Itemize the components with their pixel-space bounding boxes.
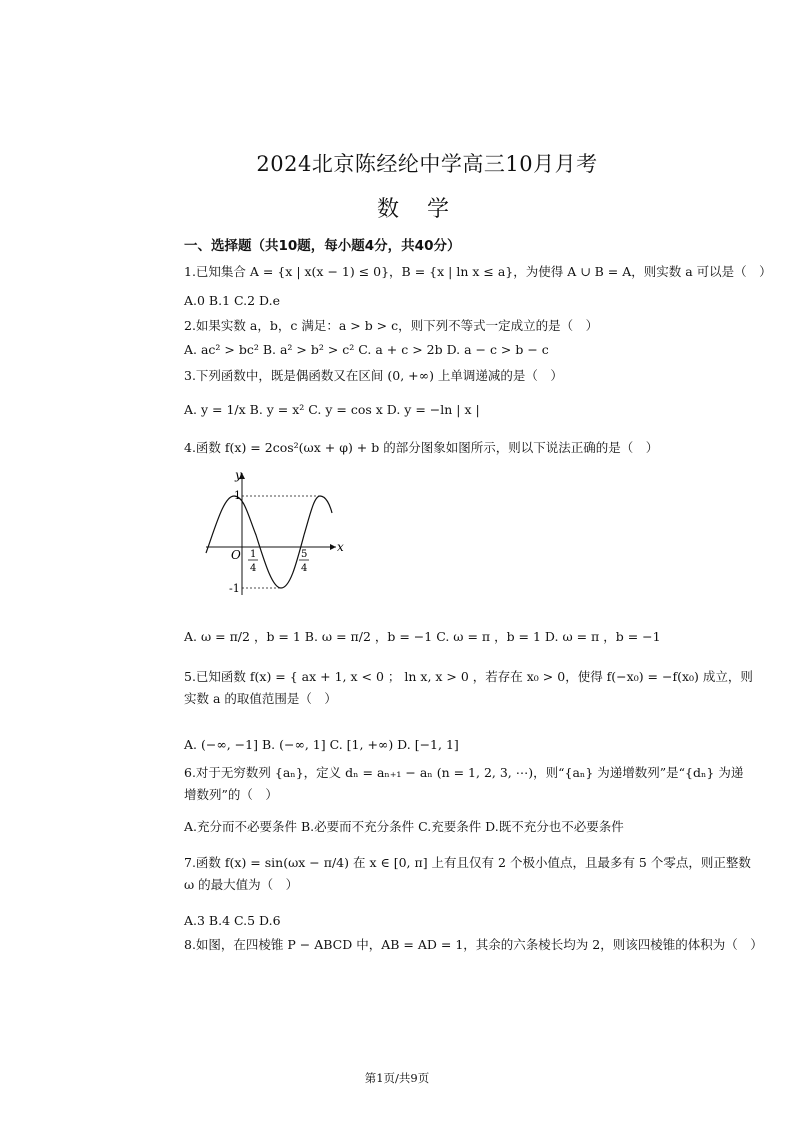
question-1-options: A.0 B.1 C.2 D.e [184, 293, 280, 308]
question-3-options: A. y = 1/x B. y = x² C. y = cos x D. y = −ln | x | [184, 402, 480, 417]
question-6-options: A.充分而不必要条件 B.必要而不充分条件 C.充要条件 D.既不充分也不必要条件 [184, 819, 624, 834]
question-4: 4.函数 f(x) = 2cos²(ωx + φ) + b 的部分图象如图所示，则以下说法正确的是（ ） [184, 440, 659, 455]
question-7-options: A.3 B.4 C.5 D.6 [184, 913, 281, 928]
question-6: 6.对于无穷数列 {aₙ}，定义 dₙ = aₙ₊₁ − aₙ (n = 1, 2, 3, ⋯)，则“{aₙ} 为递增数列”是“{dₙ} 为递增数列”的（ ） [184, 765, 744, 802]
question-1: 1.已知集合 A = {x | x(x − 1) ≤ 0}，B = {x | ln x ≤ a}，为使得 A ∪ B = A，则实数 a 可以是（ ） [184, 264, 772, 279]
question-3: 3.下列函数中，既是偶函数又在区间 (0, +∞) 上单调递减的是（ ） [184, 368, 563, 383]
function-graph [186, 465, 346, 605]
cosine-curve [206, 496, 332, 588]
x1-numerator: 1 [250, 549, 257, 560]
question-5: 5.已知函数 f(x) = { ax + 1, x < 0 ； ln x, x > 0 ，若存在 x₀ > 0，使得 f(−x₀) = −f(x₀) 成立，则实数 a 的取值范围是（ ） [184, 669, 753, 706]
x-axis-arrow-icon [330, 544, 336, 550]
question-5-options: A. (−∞, −1] B. (−∞, 1] C. [1, +∞) D. [−1, 1] [184, 737, 459, 752]
x1-denominator: 4 [250, 563, 257, 574]
question-2-options: A. ac² > bc² B. a² > b² > c² C. a + c > 2b D. a − c > b − c [184, 342, 549, 357]
y-top-label: 1 [234, 489, 241, 502]
x2-denominator: 4 [301, 563, 308, 574]
x-axis-label: x [337, 540, 344, 554]
question-8: 8.如图，在四棱锥 P − ABCD 中，AB = AD = 1，其余的六条棱长均为 2，则该四棱锥的体积为（ ） [184, 937, 763, 952]
section-heading: 一、选择题（共10题，每小题4分，共40分） [184, 238, 461, 254]
subject-heading: 数学 [376, 197, 477, 222]
question-4-options: A. ω = π/2 ，b = 1 B. ω = π/2 ，b = −1 C. ω = π ，b = 1 D. ω = π ，b = −1 [184, 629, 661, 644]
question-7: 7.函数 f(x) = sin(ωx − π/4) 在 x ∈ [0, π] 上有且仅有 2 个极小值点，且最多有 5 个零点，则正整数 ω 的最大值为（ ） [184, 855, 751, 892]
origin-label: O [231, 548, 241, 562]
y-axis-label: y [235, 468, 242, 482]
y-bottom-label: -1 [229, 582, 240, 595]
document-title: 2024北京陈经纶中学高三10月月考 [256, 152, 598, 176]
x2-numerator: 5 [301, 549, 308, 560]
page-footer: 第1页/共9页 [364, 1071, 430, 1085]
question-2: 2.如果实数 a，b，c 满足：a > b > c，则下列不等式一定成立的是（ ） [184, 318, 599, 333]
